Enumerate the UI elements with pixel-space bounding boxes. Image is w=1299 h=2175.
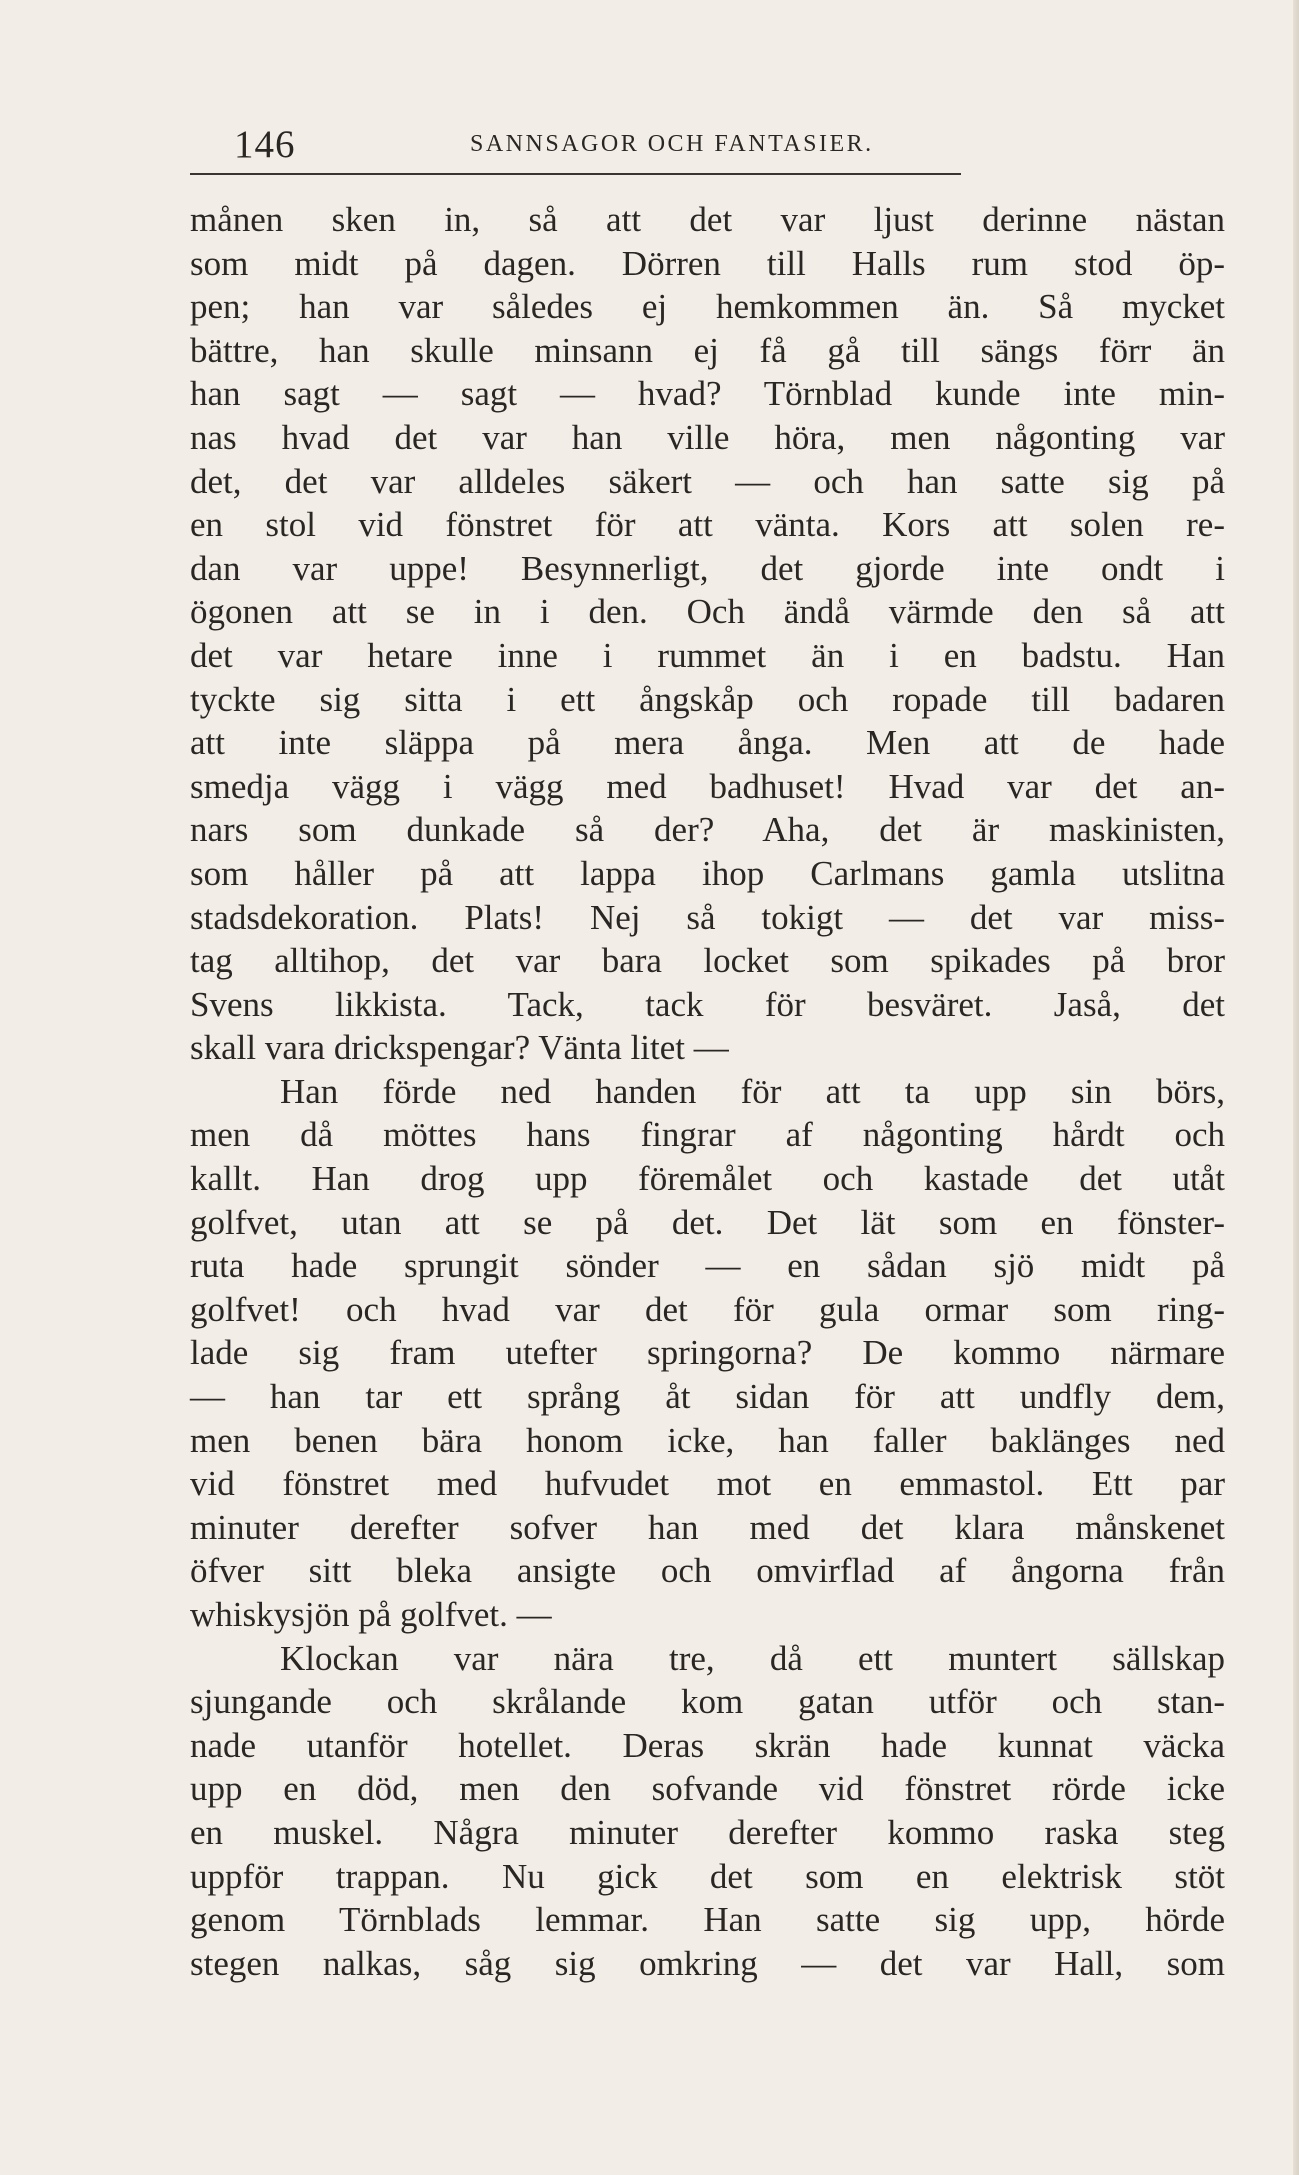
- text-line: det, det var alldeles säkert — och han satte sig på: [190, 461, 1225, 501]
- text-line: en stol vid fönstret för att vänta. Kors att solen re-: [190, 505, 1225, 545]
- text-line: men då möttes hans fingrar af någonting hårdt och: [190, 1115, 1225, 1155]
- text-line: ögonen att se in i den. Och ändå värmde den så att: [190, 592, 1225, 632]
- text-line: sjungande och skrålande kom gatan utför och stan-: [190, 1682, 1225, 1722]
- body-text: [190, 198, 1225, 1985]
- text-line: som håller på att lappa ihop Carlmans gamla utslitna: [190, 853, 1225, 893]
- text-line: golfvet, utan att se på det. Det lät som en fönster-: [190, 1202, 1225, 1242]
- text-line: stegen nalkas, såg sig omkring — det var Hall, som: [190, 1943, 1225, 1983]
- text-line: nade utanför hotellet. Deras skrän hade kunnat väcka: [190, 1725, 1225, 1765]
- text-line: pen; han var således ej hemkommen än. Så mycket: [190, 287, 1225, 327]
- paragraph-end-line: whiskysjön på golfvet. —: [190, 1595, 552, 1634]
- text-line: kallt. Han drog upp föremålet och kastade det utåt: [190, 1159, 1225, 1199]
- text-line: nas hvad det var han ville höra, men någonting var: [190, 417, 1225, 457]
- text-line: men benen bära honom icke, han faller baklänges ned: [190, 1420, 1225, 1460]
- text-line: det var hetare inne i rummet än i en badstu. Han: [190, 635, 1225, 675]
- page-header: [190, 118, 960, 178]
- text-line: uppför trappan. Nu gick det som en elektrisk stöt: [190, 1856, 1225, 1896]
- page-edge-shadow: [1293, 0, 1299, 2175]
- header-rule: [190, 173, 961, 175]
- paragraph-start-line: Klockan var nära tre, då ett muntert sällskap: [280, 1638, 1225, 1678]
- text-line: golfvet! och hvad var det för gula ormar som ring-: [190, 1289, 1225, 1329]
- text-line: minuter derefter sofver han med det klara månskenet: [190, 1507, 1225, 1547]
- text-line: smedja vägg i vägg med badhuset! Hvad var det an-: [190, 766, 1225, 806]
- page-number: 146: [234, 123, 296, 166]
- text-line: stadsdekoration. Plats! Nej så tokigt — det var miss-: [190, 897, 1225, 937]
- text-line: upp en död, men den sofvande vid fönstret rörde icke: [190, 1769, 1225, 1809]
- text-line: nars som dunkade så der? Aha, det är maskinisten,: [190, 810, 1225, 850]
- text-line: månen sken in, så att det var ljust derinne nästan: [190, 200, 1225, 239]
- text-line: Svens likkista. Tack, tack för besväret. Jaså, det: [190, 984, 1225, 1024]
- paragraph-start-line: Han förde ned handen för att ta upp sin börs,: [280, 1071, 1225, 1111]
- text-line: att inte släppa på mera ånga. Men att de hade: [190, 723, 1225, 763]
- text-line: dan var uppe! Besynnerligt, det gjorde inte ondt i: [190, 548, 1225, 588]
- text-line: genom Törnblads lemmar. Han satte sig upp, hörde: [190, 1900, 1225, 1940]
- text-line: — han tar ett språng åt sidan för att undfly dem,: [190, 1377, 1225, 1417]
- text-line: som midt på dagen. Dörren till Halls rum stod öp-: [190, 243, 1225, 283]
- text-line: lade sig fram utefter springorna? De kommo närmare: [190, 1333, 1225, 1373]
- running-head: SANNSAGOR OCH FANTASIER.: [470, 131, 874, 157]
- text-line: tag alltihop, det var bara locket som spikades på bror: [190, 941, 1225, 981]
- text-line: han sagt — sagt — hvad? Törnblad kunde inte min-: [190, 374, 1225, 414]
- text-line: öfver sitt bleka ansigte och omvirflad af ångorna från: [190, 1551, 1225, 1591]
- text-line: ruta hade sprungit sönder — en sådan sjö midt på: [190, 1246, 1225, 1286]
- text-line: en muskel. Några minuter derefter kommo raska steg: [190, 1812, 1225, 1852]
- text-line: vid fönstret med hufvudet mot en emmastol. Ett par: [190, 1464, 1225, 1504]
- text-line: tyckte sig sitta i ett ångskåp och ropade till badaren: [190, 679, 1225, 719]
- text-line: bättre, han skulle minsann ej få gå till sängs förr än: [190, 330, 1225, 370]
- paragraph-end-line: skall vara drickspengar? Vänta litet —: [190, 1028, 729, 1068]
